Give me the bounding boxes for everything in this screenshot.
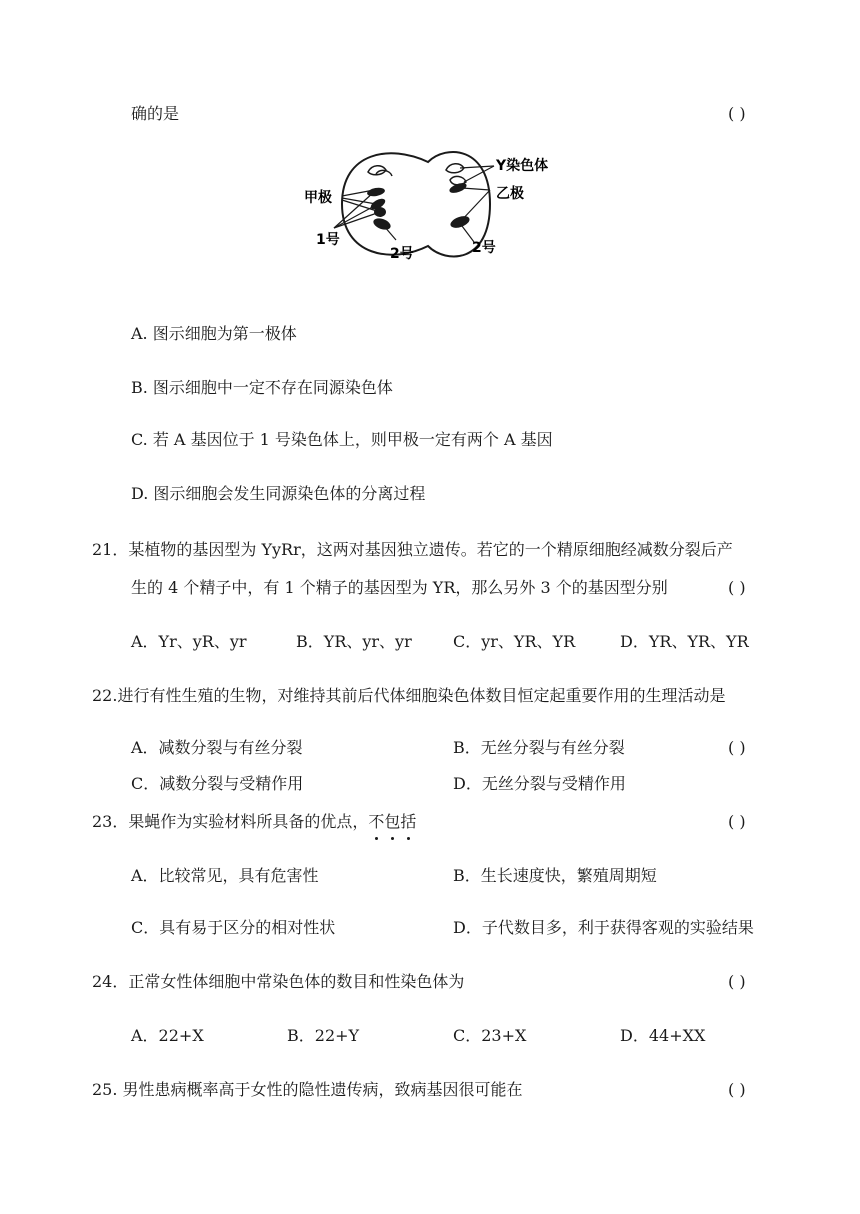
option-b: B．YR、yr、yr — [296, 632, 412, 651]
question-21-line1: 21．某植物的基因型为 YyRr，这两对基因独立遗传。若它的一个精原细胞经减数分裂后产 — [92, 540, 733, 559]
question-continuation: 确的是 — [131, 104, 180, 123]
chromosome-black-left-4 — [372, 216, 392, 232]
option-a: A．减数分裂与有丝分裂 — [131, 738, 303, 757]
label-chromosome-2-left: 2号 — [390, 246, 414, 262]
label-y-chromosome: Y染色体 — [496, 158, 549, 174]
answer-parentheses: ( ) — [728, 738, 746, 757]
label-chromosome-2-right: 2号 — [472, 240, 496, 256]
emphasized-not-included — [368, 812, 416, 832]
answer-parentheses: ( ) — [728, 578, 746, 597]
emph-char: 包 — [384, 812, 401, 831]
label-chromosome-1: 1号 — [316, 232, 340, 248]
option-d: D．无丝分裂与受精作用 — [453, 774, 626, 793]
question-21-line2: 生的 4 个精子中，有 1 个精子的基因型为 YR，那么另外 3 个的基因型分别 — [131, 578, 668, 597]
option-a: A．比较常见，具有危害性 — [131, 866, 319, 885]
left-pole-chromosomes — [366, 166, 392, 232]
question-23-stem — [92, 812, 416, 832]
answer-parentheses: ( ) — [728, 104, 746, 123]
question-23-text: 23．果蝇作为实验材料所具备的优点， — [92, 812, 369, 831]
option-b: B．无丝分裂与有丝分裂 — [453, 738, 625, 757]
option-c: C．yr、YR、YR — [453, 632, 576, 651]
label-pole-jia: 甲极 — [304, 190, 332, 206]
option-a: A．Yr、yR、yr — [131, 632, 247, 651]
question-24-stem: 24．正常女性体细胞中常染色体的数目和性染色体为 — [92, 972, 465, 991]
answer-parentheses: ( ) — [728, 812, 746, 831]
right-pole-chromosomes — [446, 164, 471, 230]
option-c: C．具有易于区分的相对性状 — [131, 918, 336, 937]
emph-char: 不 — [368, 812, 385, 831]
option-d: D. 图示细胞会发生同源染色体的分离过程 — [131, 484, 426, 503]
option-d: D．44+XX — [620, 1026, 706, 1045]
cell-division-diagram — [300, 148, 590, 273]
option-b: B. 图示细胞中一定不存在同源染色体 — [131, 378, 393, 397]
leader-lines — [334, 166, 494, 242]
label-pole-yi: 乙极 — [496, 186, 524, 202]
emph-char: 括 — [400, 812, 417, 831]
option-a: A. 图示细胞为第一极体 — [131, 324, 297, 343]
option-d: D．子代数目多，利于获得客观的实验结果 — [453, 918, 754, 937]
option-a: A．22+X — [131, 1026, 204, 1045]
question-22-stem: 22.进行有性生殖的生物，对维持其前后代体细胞染色体数目恒定起重要作用的生理活动是 — [92, 686, 726, 705]
option-d: D．YR、YR、YR — [620, 632, 749, 651]
option-b: B．生长速度快，繁殖周期短 — [453, 866, 657, 885]
option-c: C．23+X — [453, 1026, 527, 1045]
option-c: C．减数分裂与受精作用 — [131, 774, 304, 793]
answer-parentheses: ( ) — [728, 1080, 746, 1099]
option-b: B．22+Y — [287, 1026, 360, 1045]
question-25-stem: 25. 男性患病概率高于女性的隐性遗传病，致病基因很可能在 — [92, 1080, 523, 1099]
answer-parentheses: ( ) — [728, 972, 746, 991]
option-c: C. 若 A 基因位于 1 号染色体上，则甲极一定有两个 A 基因 — [131, 430, 553, 449]
